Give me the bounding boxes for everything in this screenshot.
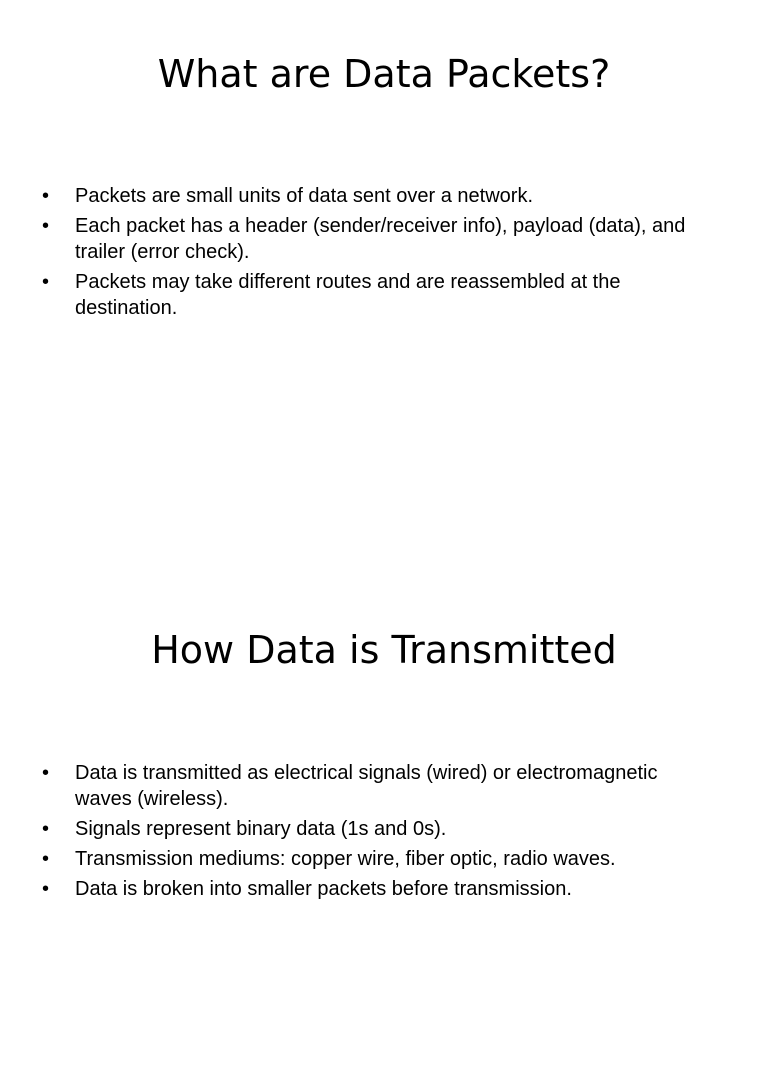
bullet-icon: • <box>42 878 50 900</box>
bullet-item <box>38 269 718 321</box>
bullet-text: Data is broken into smaller packets before transmission. <box>75 878 572 900</box>
slide-title: What are Data Packets? <box>157 52 611 96</box>
bullet-icon: • <box>42 185 50 207</box>
bullet-text: Each packet has a header (sender/receiver info), payload (data), and trailer (error check). <box>75 215 686 263</box>
bullet-icon: • <box>42 762 50 784</box>
bullet-text: Packets are small units of data sent over a network. <box>75 185 533 207</box>
bullet-item <box>38 816 718 842</box>
bullet-item <box>38 183 718 209</box>
bullet-icon: • <box>42 215 50 237</box>
slide-title: How Data is Transmitted <box>151 628 617 672</box>
bullet-item <box>38 213 718 265</box>
bullet-icon: • <box>42 848 50 870</box>
slide-what-are-data-packets <box>0 0 768 512</box>
bullet-text: Signals represent binary data (1s and 0s). <box>75 818 447 840</box>
bullet-icon: • <box>42 271 50 293</box>
bullet-item <box>38 760 718 812</box>
bullet-text: Data is transmitted as electrical signals (wired) or electromagnetic waves (wireless). <box>75 762 658 810</box>
bullet-item <box>38 876 718 902</box>
bullet-item <box>38 846 718 872</box>
bullet-list <box>38 183 718 325</box>
bullet-icon: • <box>42 818 50 840</box>
bullet-text: Transmission mediums: copper wire, fiber optic, radio waves. <box>75 848 616 870</box>
slide-how-data-is-transmitted <box>0 576 768 1088</box>
bullet-list <box>38 760 718 906</box>
bullet-text: Packets may take different routes and are reassembled at the destination. <box>75 271 621 319</box>
